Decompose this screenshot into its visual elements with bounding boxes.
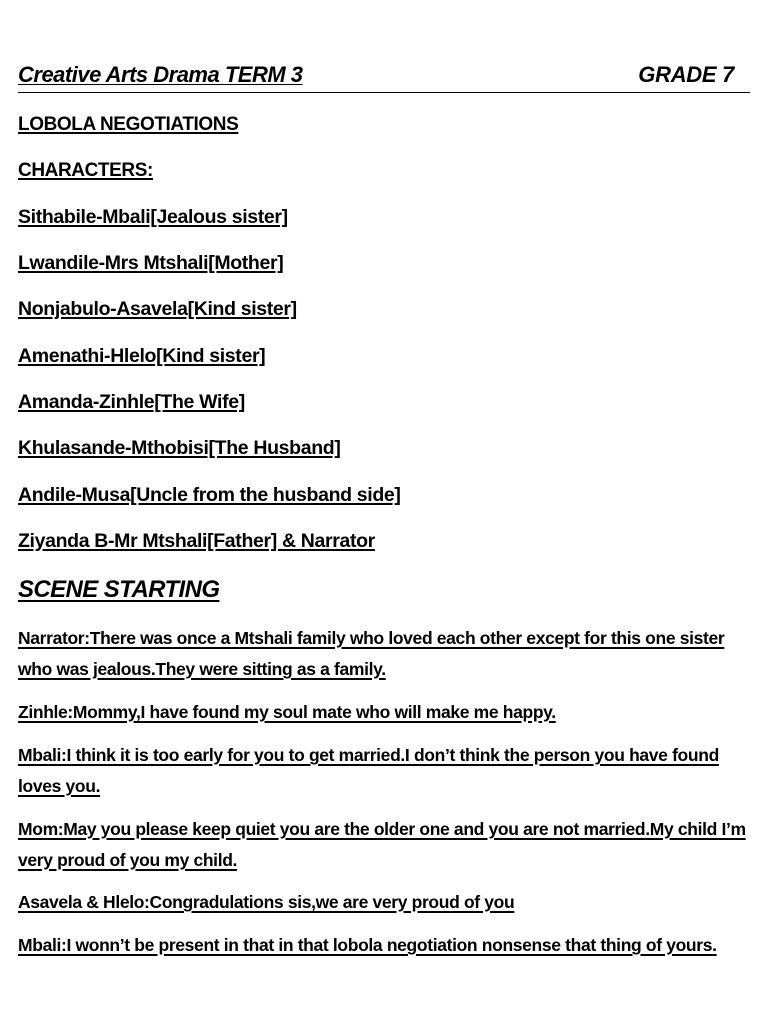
character-father-narrator: Ziyanda B-Mr Mtshali[Father] & Narrator bbox=[18, 530, 375, 552]
page-header bbox=[18, 58, 750, 93]
characters-heading: CHARACTERS: bbox=[18, 160, 153, 181]
character-musa: Andile-Musa[Uncle from the husband side] bbox=[18, 484, 401, 506]
character-hlelo: Amenathi-Hlelo[Kind sister] bbox=[18, 345, 266, 367]
play-title: LOBOLA NEGOTIATIONS bbox=[18, 114, 239, 135]
character-asavela: Nonjabulo-Asavela[Kind sister] bbox=[18, 298, 297, 320]
character-mother: Lwandile-Mrs Mtshali[Mother] bbox=[18, 252, 284, 274]
dialogue-line: Narrator:There was once a Mtshali family who loved each other except for this one sister who was jealous.They were sitting as a family. bbox=[18, 628, 725, 679]
dialogue-line: Zinhle:Mommy,I have found my soul mate who will make me happy. bbox=[18, 702, 556, 722]
scene-heading: SCENE STARTING bbox=[18, 576, 220, 603]
character-mthobisi: Khulasande-Mthobisi[The Husband] bbox=[18, 437, 341, 459]
dialogue-line: Mom:May you please keep quiet you are the older one and you are not married.My child I’m very proud of you my child. bbox=[18, 819, 746, 870]
dialogue-line: Mbali:I wonn’t be present in that in that lobola negotiation nonsense that thing of yours. bbox=[18, 935, 717, 955]
document-title: Creative Arts Drama TERM 3 bbox=[18, 62, 303, 87]
character-mbali: Sithabile-Mbali[Jealous sister] bbox=[18, 206, 288, 228]
grade-label: GRADE 7 bbox=[638, 62, 734, 87]
dialogue-line: Asavela & Hlelo:Congradulations sis,we are very proud of you bbox=[18, 892, 515, 912]
character-zinhle: Amanda-Zinhle[The Wife] bbox=[18, 391, 245, 413]
dialogue-line: Mbali:I think it is too early for you to get married.I don’t think the person you have found loves you. bbox=[18, 745, 719, 796]
